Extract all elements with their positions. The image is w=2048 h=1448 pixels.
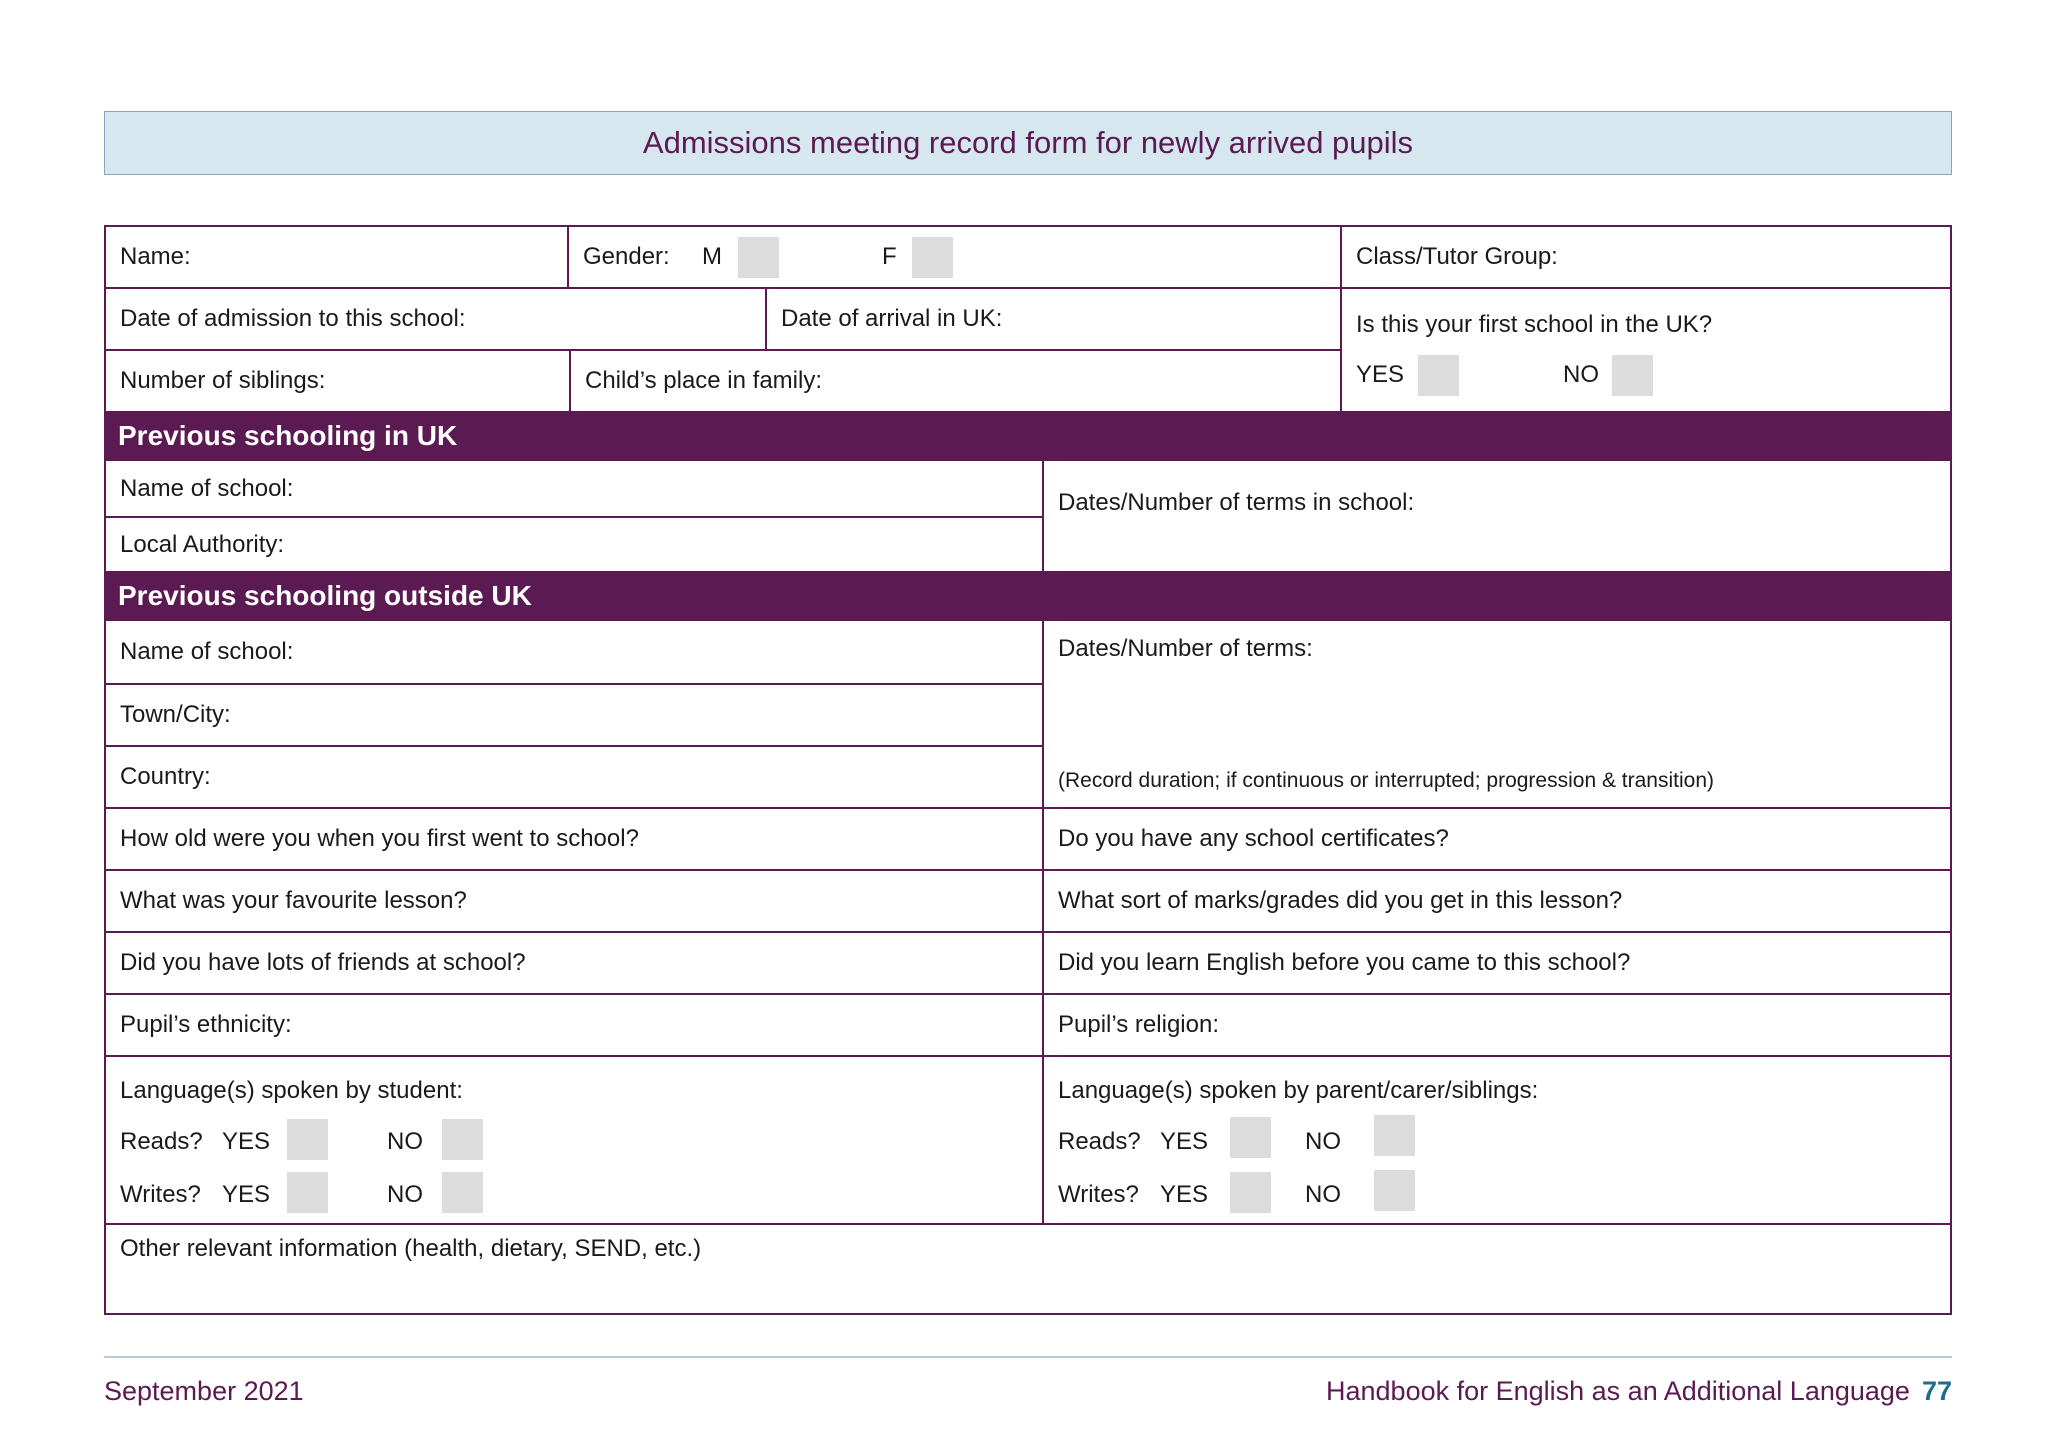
family-place-field[interactable] (569, 349, 1340, 411)
marks-grades-field[interactable] (1042, 869, 1952, 931)
favourite-lesson-field[interactable] (104, 869, 1042, 931)
uk-school-name-field[interactable] (104, 461, 1042, 516)
footer-publication (1326, 1376, 1952, 1407)
arrival-date-field[interactable] (765, 287, 1340, 349)
ethnicity-field[interactable] (104, 993, 1042, 1055)
gender-female-checkbox[interactable] (912, 237, 953, 278)
student-reads-no-label: NO (387, 1128, 423, 1155)
outside-uk-schooling-heading: Previous schooling outside UK (104, 571, 1952, 621)
siblings-label: Number of siblings: (120, 367, 326, 394)
student-languages-label: Language(s) spoken by student: (120, 1077, 463, 1104)
country-label: Country: (120, 763, 211, 790)
footer-divider (104, 1356, 1952, 1358)
local-authority-label: Local Authority: (120, 530, 285, 558)
parent-writes-yes-label: YES (1160, 1181, 1209, 1208)
religion-label: Pupil’s religion: (1058, 1011, 1219, 1038)
outside-dates-label: Dates/Number of terms: (1058, 635, 1313, 662)
parent-writes-yes-checkbox[interactable] (1230, 1172, 1271, 1213)
parent-languages-field (1042, 1055, 1952, 1223)
form-title: Admissions meeting record form for newly arrived pupils (104, 111, 1952, 175)
student-writes-yes-checkbox[interactable] (287, 1172, 328, 1213)
student-reads-label: Reads? (120, 1128, 203, 1155)
outside-dates-note: (Record duration; if continuous or interrupted; progression & transition) (1058, 769, 1715, 792)
first-school-yes-label: YES (1356, 361, 1405, 388)
town-city-field[interactable] (104, 683, 1042, 745)
student-writes-label: Writes? (120, 1181, 201, 1208)
student-reads-no-checkbox[interactable] (442, 1119, 483, 1160)
first-school-age-field[interactable] (104, 807, 1042, 869)
parent-writes-label: Writes? (1058, 1181, 1139, 1208)
first-school-yes-checkbox[interactable] (1418, 355, 1459, 396)
marks-grades-label: What sort of marks/grades did you get in this lesson? (1058, 887, 1623, 914)
class-tutor-field[interactable] (1340, 225, 1952, 287)
student-reads-yes-checkbox[interactable] (287, 1119, 328, 1160)
gender-male-label: M (702, 243, 722, 270)
first-school-no-checkbox[interactable] (1612, 355, 1653, 396)
friends-field[interactable] (104, 931, 1042, 993)
student-reads-yes-label: YES (222, 1128, 271, 1155)
arrival-date-label: Date of arrival in UK: (781, 305, 1003, 332)
certificates-field[interactable] (1042, 807, 1952, 869)
local-authority-field[interactable] (104, 516, 1042, 571)
family-place-label: Child’s place in family: (585, 367, 822, 394)
parent-writes-no-label: NO (1305, 1181, 1341, 1208)
other-info-field[interactable] (104, 1223, 1952, 1315)
name-label: Name: (120, 243, 191, 270)
uk-school-name-label: Name of school: (120, 474, 294, 502)
footer-handbook-title: Handbook for English as an Additional Language (1326, 1376, 1910, 1406)
outside-dates-field[interactable] (1042, 621, 1952, 807)
gender-female-label: F (882, 243, 897, 270)
friends-label: Did you have lots of friends at school? (120, 949, 526, 976)
town-city-label: Town/City: (120, 701, 231, 728)
name-field[interactable] (104, 225, 569, 287)
first-school-field (1340, 287, 1952, 411)
page-number: 77 (1921, 1376, 1952, 1406)
learned-english-label: Did you learn English before you came to this school? (1058, 949, 1631, 976)
parent-reads-yes-checkbox[interactable] (1230, 1117, 1271, 1158)
uk-dates-field[interactable] (1042, 461, 1952, 571)
parent-writes-no-checkbox[interactable] (1374, 1170, 1415, 1211)
learned-english-field[interactable] (1042, 931, 1952, 993)
class-tutor-label: Class/Tutor Group: (1356, 243, 1558, 270)
admission-date-field[interactable] (104, 287, 765, 349)
student-writes-yes-label: YES (222, 1181, 271, 1208)
student-writes-no-checkbox[interactable] (442, 1172, 483, 1213)
favourite-lesson-label: What was your favourite lesson? (120, 887, 467, 914)
parent-reads-label: Reads? (1058, 1128, 1141, 1155)
other-info-label: Other relevant information (health, dietary, SEND, etc.) (120, 1235, 702, 1262)
religion-field[interactable] (1042, 993, 1952, 1055)
gender-field (569, 225, 1340, 287)
first-school-age-label: How old were you when you first went to school? (120, 825, 639, 852)
gender-male-checkbox[interactable] (738, 237, 779, 278)
parent-languages-label: Language(s) spoken by parent/carer/siblings: (1058, 1077, 1539, 1104)
first-school-no-label: NO (1563, 361, 1599, 388)
outside-school-name-field[interactable] (104, 621, 1042, 683)
parent-reads-yes-label: YES (1160, 1128, 1209, 1155)
certificates-label: Do you have any school certificates? (1058, 825, 1449, 852)
student-languages-field (104, 1055, 1042, 1223)
parent-reads-no-label: NO (1305, 1128, 1341, 1155)
first-school-question: Is this your first school in the UK? (1356, 311, 1713, 338)
ethnicity-label: Pupil’s ethnicity: (120, 1011, 292, 1038)
footer-date: September 2021 (104, 1376, 304, 1406)
admission-date-label: Date of admission to this school: (120, 305, 466, 332)
uk-schooling-heading: Previous schooling in UK (104, 411, 1952, 461)
outside-school-name-label: Name of school: (120, 638, 294, 665)
country-field[interactable] (104, 745, 1042, 807)
admissions-form (104, 225, 1952, 1315)
uk-dates-label: Dates/Number of terms in school: (1058, 489, 1415, 516)
siblings-field[interactable] (104, 349, 569, 411)
gender-label: Gender: (583, 243, 670, 270)
student-writes-no-label: NO (387, 1181, 423, 1208)
parent-reads-no-checkbox[interactable] (1374, 1115, 1415, 1156)
